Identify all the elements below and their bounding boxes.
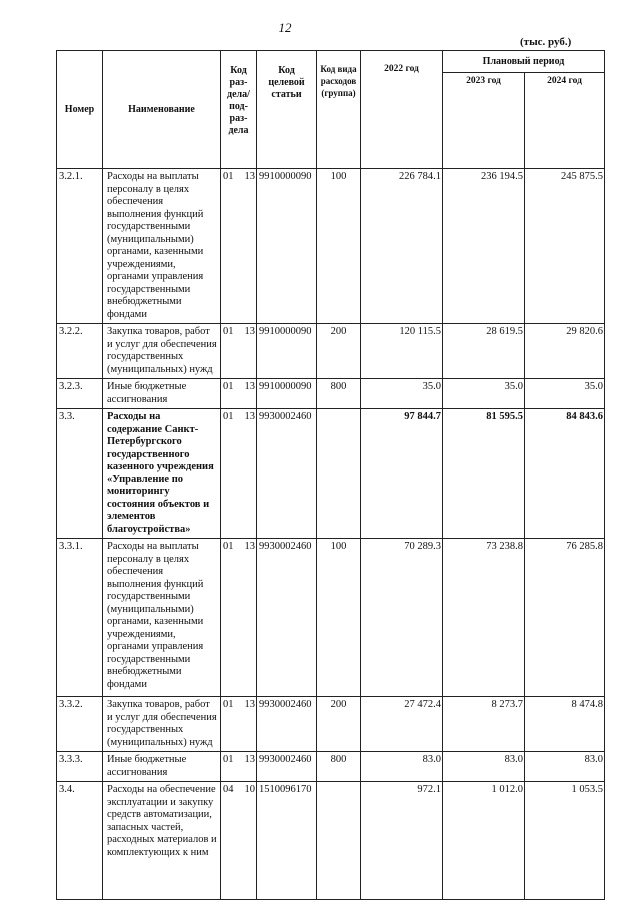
row-amount-2024: 8 474.8 bbox=[525, 697, 605, 752]
row-number: 3.3.2. bbox=[57, 697, 103, 752]
row-number: 3.3. bbox=[57, 409, 103, 539]
page-number: 12 bbox=[278, 20, 292, 35]
row-name: Расходы на содержание Санкт-Петербургского государственного казенного учреждения «Управление по мониторингу состояния объектов и элементов благоустройства» bbox=[103, 409, 221, 539]
header-number: Номер bbox=[57, 51, 103, 169]
row-amount-2024: 245 875.5 bbox=[525, 169, 605, 324]
row-section-code bbox=[221, 752, 257, 782]
table-row bbox=[57, 782, 605, 900]
razdel-code: 01 bbox=[223, 754, 234, 765]
row-number: 3.2.3. bbox=[57, 379, 103, 409]
row-expense-type bbox=[317, 782, 361, 900]
row-amount-2023: 236 194.5 bbox=[443, 169, 525, 324]
row-amount-2024: 29 820.6 bbox=[525, 324, 605, 379]
row-name: Иные бюджетные ассигнования bbox=[103, 752, 221, 782]
table-row bbox=[57, 539, 605, 697]
row-number: 3.3.3. bbox=[57, 752, 103, 782]
table-row bbox=[57, 169, 605, 324]
row-target-code: 9930002460 bbox=[257, 752, 317, 782]
row-number: 3.4. bbox=[57, 782, 103, 900]
table-row bbox=[57, 409, 605, 539]
razdel-code: 01 bbox=[223, 171, 234, 182]
row-amount-2022: 70 289.3 bbox=[361, 539, 443, 697]
row-amount-2024: 35.0 bbox=[525, 379, 605, 409]
podrazdel-code: 13 bbox=[244, 411, 255, 422]
row-target-code: 1510096170 bbox=[257, 782, 317, 900]
table-row bbox=[57, 379, 605, 409]
row-section-code bbox=[221, 379, 257, 409]
row-section-code bbox=[221, 324, 257, 379]
row-number: 3.3.1. bbox=[57, 539, 103, 697]
table-row bbox=[57, 697, 605, 752]
row-target-code: 9930002460 bbox=[257, 409, 317, 539]
row-section-code bbox=[221, 169, 257, 324]
row-name: Расходы на выплаты персоналу в целях обеспечения выполнения функций государственными (муниципальными) органами, казенными учреждениями, органами управления государственными внебюджетными фондами bbox=[103, 169, 221, 324]
row-section-code bbox=[221, 409, 257, 539]
row-name: Закупка товаров, работ и услуг для обеспечения государственных (муниципальных) нужд bbox=[103, 324, 221, 379]
row-target-code: 9910000090 bbox=[257, 379, 317, 409]
row-amount-2023: 83.0 bbox=[443, 752, 525, 782]
row-amount-2022: 972.1 bbox=[361, 782, 443, 900]
razdel-code: 01 bbox=[223, 326, 234, 337]
row-name: Расходы на обеспечение эксплуатации и закупку средств автоматизации, запасных частей, расходных материалов и комплектующих к ним bbox=[103, 782, 221, 900]
row-amount-2024: 76 285.8 bbox=[525, 539, 605, 697]
row-expense-type: 800 bbox=[317, 752, 361, 782]
row-name: Расходы на выплаты персоналу в целях обеспечения выполнения функций государственными (муниципальными) органами, казенными учреждениями, органами управления государственными внебюджетными фондами bbox=[103, 539, 221, 697]
row-expense-type: 100 bbox=[317, 539, 361, 697]
row-expense-type bbox=[317, 409, 361, 539]
row-amount-2022: 120 115.5 bbox=[361, 324, 443, 379]
header-year-2022: 2022 год bbox=[361, 51, 443, 169]
row-amount-2023: 73 238.8 bbox=[443, 539, 525, 697]
podrazdel-code: 13 bbox=[244, 541, 255, 552]
header-year-2023: 2023 год bbox=[443, 73, 525, 169]
row-amount-2024: 83.0 bbox=[525, 752, 605, 782]
header-year-2024: 2024 год bbox=[525, 73, 605, 169]
row-target-code: 9930002460 bbox=[257, 697, 317, 752]
table-row bbox=[57, 324, 605, 379]
row-section-code bbox=[221, 697, 257, 752]
header-name: Наименование bbox=[103, 51, 221, 169]
row-expense-type: 200 bbox=[317, 324, 361, 379]
row-amount-2023: 35.0 bbox=[443, 379, 525, 409]
row-target-code: 9910000090 bbox=[257, 169, 317, 324]
row-amount-2022: 35.0 bbox=[361, 379, 443, 409]
row-number: 3.2.1. bbox=[57, 169, 103, 324]
razdel-code: 01 bbox=[223, 411, 234, 422]
header-target-code: Код целевой статьи bbox=[257, 51, 317, 169]
row-expense-type: 200 bbox=[317, 697, 361, 752]
podrazdel-code: 13 bbox=[244, 699, 255, 710]
row-amount-2022: 97 844.7 bbox=[361, 409, 443, 539]
row-expense-type: 100 bbox=[317, 169, 361, 324]
row-amount-2022: 27 472.4 bbox=[361, 697, 443, 752]
razdel-code: 01 bbox=[223, 541, 234, 552]
header-planning-period: Плановый период bbox=[443, 51, 605, 73]
podrazdel-code: 13 bbox=[244, 326, 255, 337]
row-target-code: 9930002460 bbox=[257, 539, 317, 697]
row-expense-type: 800 bbox=[317, 379, 361, 409]
budget-table bbox=[56, 50, 605, 900]
row-name: Закупка товаров, работ и услуг для обеспечения государственных (муниципальных) нужд bbox=[103, 697, 221, 752]
podrazdel-code: 13 bbox=[244, 381, 255, 392]
row-name: Иные бюджетные ассигнования bbox=[103, 379, 221, 409]
razdel-code: 01 bbox=[223, 381, 234, 392]
row-target-code: 9910000090 bbox=[257, 324, 317, 379]
razdel-code: 01 bbox=[223, 699, 234, 710]
row-amount-2022: 226 784.1 bbox=[361, 169, 443, 324]
podrazdel-code: 10 bbox=[244, 784, 255, 795]
row-number: 3.2.2. bbox=[57, 324, 103, 379]
row-amount-2023: 8 273.7 bbox=[443, 697, 525, 752]
row-amount-2023: 1 012.0 bbox=[443, 782, 525, 900]
row-section-code bbox=[221, 782, 257, 900]
podrazdel-code: 13 bbox=[244, 754, 255, 765]
row-amount-2024: 84 843.6 bbox=[525, 409, 605, 539]
row-amount-2023: 28 619.5 bbox=[443, 324, 525, 379]
row-amount-2022: 83.0 bbox=[361, 752, 443, 782]
razdel-code: 04 bbox=[223, 784, 234, 795]
header-expense-type-code: Код вида расходов (группа) bbox=[317, 51, 361, 169]
row-section-code bbox=[221, 539, 257, 697]
units-label: (тыс. руб.) bbox=[520, 36, 572, 48]
header-section-code: Код раз-дела/ под-раз-дела bbox=[221, 51, 257, 169]
row-amount-2024: 1 053.5 bbox=[525, 782, 605, 900]
row-amount-2023: 81 595.5 bbox=[443, 409, 525, 539]
table-row bbox=[57, 752, 605, 782]
podrazdel-code: 13 bbox=[244, 171, 255, 182]
